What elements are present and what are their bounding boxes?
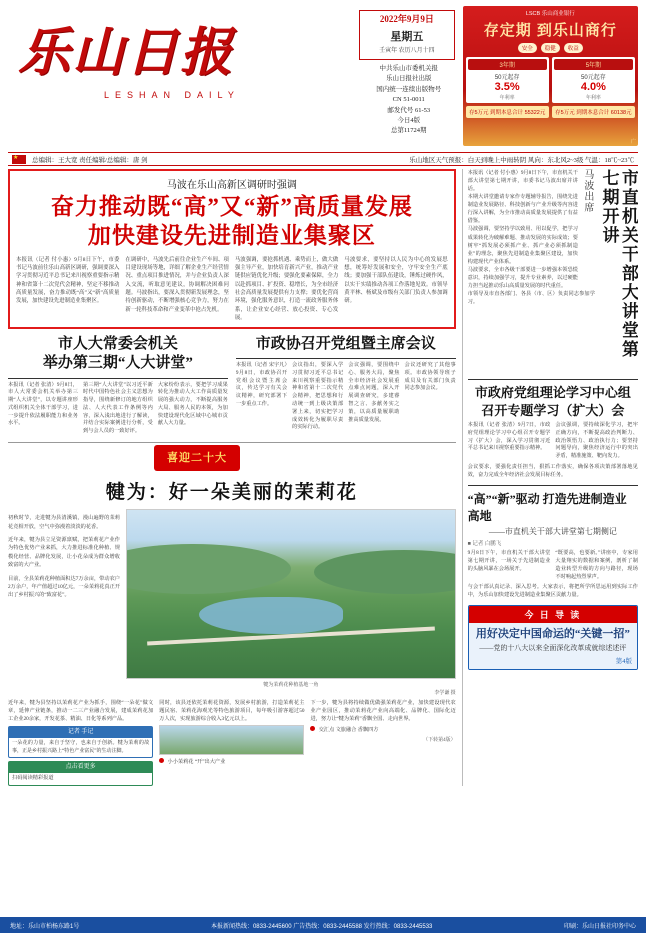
lead-body	[16, 256, 448, 323]
masthead	[0, 0, 646, 150]
right-article2-paragraph: 本报讯（记者 张清）9月7日，市政府党组理论学习中心组召开专题学习（扩大）会，深入学习贯彻习近平总书记来川视察重要指示精神。	[467, 422, 551, 452]
divider	[236, 358, 456, 359]
feature-bottom-col	[159, 700, 304, 786]
ad-rate-value: 3.5%	[494, 81, 520, 93]
article-title: 市政协召开党组暨主席会议	[255, 335, 436, 352]
feature-title: 犍为：好一朵美丽的茉莉花	[105, 482, 358, 504]
ad-footnote: 广	[630, 139, 636, 145]
feature-mini-photo	[159, 725, 304, 755]
publisher-line: 中共乐山市委机关报	[379, 65, 438, 72]
article-paragraph: 本报讯（记者 张清）9月8日，市人大常委会机关举办第三期“人大讲堂”，以专题讲座形式组织机关全体干部学习，进一步提升依法履职能力和业务水平。	[8, 381, 78, 427]
reporter-note-title: 记者 手记	[9, 727, 152, 738]
right-article2-title-line1: 市政府党组理论学习中心组	[468, 379, 638, 402]
feature-paragraph: 同时，该县还依托茉莉花资源，发展乡村旅游，打造茉莉花主题民宿、茉莉花海观光等特色旅游项目，每年吸引游客超过50万人次，实现旅游综合收入3亿元以上。	[159, 700, 305, 722]
ad-headline: 存定期 到乐山商行	[483, 22, 617, 39]
right-article3-byline: ■ 记者 白鹏飞	[467, 541, 502, 548]
editor-weather-bar	[8, 152, 638, 166]
photo-hill-right	[314, 550, 456, 594]
ad-term-label: 5年期	[554, 59, 633, 70]
ad-min-deposit: 50元起存	[494, 75, 520, 81]
right-column-block	[462, 169, 638, 786]
article-title-line2: 举办第三期“人大讲堂”	[42, 355, 193, 371]
article-paragraph: 会议还研究了其他事项。市政协领导班子成员及有关部门负责同志参加会议。	[404, 362, 456, 392]
right-vertical-headline: 市直机关干部大讲堂第七期开讲	[599, 169, 638, 359]
feature-badge: 喜迎二十大	[154, 445, 240, 471]
publisher-line: 总第11724期	[390, 127, 427, 135]
masthead-advert	[463, 6, 638, 150]
feature-paragraph: 下一步，犍为县将持续做优做强茉莉花产业，加快建设现代农业产业园区，推动茉莉花产业向高端化、品牌化、国际化迈进，努力让“犍为茉莉”香飘全国、走向世界。	[310, 700, 456, 722]
publisher-line: CN 51-0011	[392, 96, 425, 104]
editor-credits: 总编辑：王大宽 责任编辑/总编辑：唐 剑	[32, 156, 148, 164]
ad-brand: LSCB 乐山商业银行	[525, 11, 575, 17]
guide-page-ref: 第4版	[615, 657, 632, 665]
article-title-line1: 市人大常委会机关	[57, 335, 178, 352]
article-body	[8, 382, 228, 437]
weather-info: 乐山地区天气预报：白天到晚上中雨转阴 风向：东北风2~3级 气温：18℃~23℃	[409, 156, 634, 164]
reporter-note-text: 一朵花的力量，来自于坚守，也来自于创新。犍为茉莉的故事，正是乡村振兴路上“特色产业富民”的生动注脚。	[12, 741, 150, 754]
feature-tag	[310, 726, 455, 735]
page-body	[0, 169, 646, 786]
ad-rate-sub: 年利率	[585, 95, 601, 101]
ad-rate-col-3y	[466, 57, 549, 103]
right-article3-title: “高”“新”驱动 打造先进制造业高地	[468, 485, 638, 524]
todays-guide-box[interactable]	[468, 605, 638, 670]
right-article2-paragraph: 会议要求，要强化责任担当，狠抓工作落实，确保各项决策部署落地见效，奋力完成全年经济社会发展目标任务。	[467, 464, 638, 479]
lead-paragraph: 本报讯（记者 付小惠）9月8日下午，市委书记马波前往乐山高新区调研，强调要深入学习贯彻习近平总书记来川视察重要指示精神和省第十二次党代会精神，坚定不移推动高质量发展，奋力推动既“高”又“新”高质量发展，加快建设先进制造业集聚区。	[16, 256, 120, 305]
lead-headline-line1: 奋力推动既“高”又“新”高质量发展	[50, 194, 413, 219]
ad-note-right: 存5万元 到期本息合计 60138元	[552, 106, 635, 118]
scan-more-title: 点击看更多	[9, 762, 152, 773]
lead-paragraph: 马波强调，要抢抓机遇、乘势而上，做大做强主导产业，加快培育新兴产业，推动产业链供应链优化升级；要强化要素保障，全力以赴抓项目、扩投资、稳增长，为全市经济社会高质量发展提供有力支撑；要优化营商环境，强化服务意识，打造一流政务服务体系，让企业安心经营、放心投资、专心发展。	[234, 256, 339, 322]
ad-rate-value: 4.0%	[580, 81, 606, 93]
right-lead-paragraph: 本报讯（记者 付小惠）9月8日下午，市直机关干部大讲堂第七期开讲，市委书记马波出席并讲话。	[467, 170, 578, 193]
right-article-3	[468, 485, 638, 599]
feature-paragraph: 目前，全县茉莉花种植面积达7万余亩，带动农户2万余户，年产值超过10亿元，一朵茉莉花真正开出了乡村振兴的“致富花”。	[8, 575, 120, 599]
ad-note-left: 存5万元 到期本息合计 55322元	[466, 106, 549, 118]
date-gregorian: 2022年9月9日	[379, 14, 434, 24]
right-article2-paragraph: 会议强调，要持续深化学习，把牢正确方向，不断提高政治判断力、政治领悟力、政治执行力；要坚持问题导向，聚焦经济运行中的突出矛盾，精准施策、靶向发力。	[555, 422, 638, 460]
footer-printer: 印刷：乐山日报社印务中心	[563, 923, 636, 930]
lead-paragraph: 马波要求，要坚持以人民为中心的发展思想，统筹好发展和安全，守牢安全生产底线；要加强干部队伍建设，锤炼过硬作风，以实干实绩推动各项工作落地见效。市领导黄平林、杨斌及市级有关部门负责人参加调研。	[344, 256, 448, 305]
article-body	[236, 362, 456, 432]
scan-more-text: 扫码阅读精彩报道	[12, 775, 54, 782]
party-flag-icon	[12, 155, 26, 164]
guide-body	[469, 623, 637, 669]
photo-hill-left	[126, 544, 291, 594]
right-article3-subtitle: ——市直机关干部大讲堂第七期侧记	[488, 527, 617, 537]
feature-row	[8, 509, 456, 696]
right-article3-paragraph: “既要高，也要新。”讲座中，专家用大量翔实的数据和案例，剖析了制造业转型升级的方向与路径，现场不时响起热烈掌声。	[555, 550, 638, 580]
guide-subhead: ——党的十八大以来全面深化改革成就综述述评	[479, 643, 627, 652]
ad-tags	[466, 43, 635, 53]
feature-bottom-col	[8, 700, 153, 786]
right-vertical-subhead: 马波出席	[581, 169, 593, 213]
feature-photo-credit: 李学谦 摄	[434, 691, 456, 697]
ad-rate-sub: 年利率	[499, 95, 515, 101]
feature-paragraph: 初秋时节，走进犍为县清溪镇，漫山遍野的茉莉花竞相开放，空气中弥漫着淡淡的花香。	[8, 515, 120, 530]
ad-tag: 稳健	[541, 43, 560, 53]
publisher-line: 今日4版	[397, 116, 421, 124]
newspaper-title: 乐山日报	[18, 25, 235, 82]
article-npc-lecture	[8, 335, 228, 437]
lead-story-box	[8, 169, 456, 329]
right-body-paragraph: 市领导及市直各部门、各县（市、区）负责同志参加学习。	[467, 290, 595, 305]
divider	[8, 378, 228, 379]
feature-paragraph: 近年来，犍为县立足资源禀赋，把茉莉花产业作为特色优势产业来抓，大力推进标准化种植、规模化经营、品牌化发展，让小花朵成为群众增收致富的大产业。	[8, 537, 120, 569]
publisher-line: 乐山日报社出版	[385, 75, 432, 83]
feature-photo-wrap	[126, 509, 456, 696]
article-paragraph: 会议指出，要深入学习贯彻习近平总书记来川视察重要指示精神和省第十二次党代会精神，把思想和行动统一到上级决策部署上来，切实把学习成效转化为履职尽责的实际行动。	[292, 362, 344, 431]
feature-tag-label: 小小茉莉花 “开”出大产业	[167, 759, 226, 766]
continued-note: （下转第4版）	[423, 738, 456, 744]
article-cppcc-meeting	[236, 335, 456, 437]
right-article2-body	[468, 422, 638, 461]
feature-tag-label: 交汇点 文旅融合 香飘四方	[318, 727, 379, 734]
ad-tag: 安全	[518, 43, 537, 53]
publisher-line: 邮发代号 61-53	[387, 106, 431, 114]
article-paragraph: 会议强调，要围绕中心、服务大局，聚焦全市经济社会发展重点难点问题，深入开展调查研究，多建睿智之言、多献务实之策，以高质量履职助推高质量发展。	[348, 362, 400, 423]
right-article3-paragraph: 9月8日下午，市直机关干部大讲堂第七期开讲，一场关于先进制造业的头脑风暴在会场展开。	[467, 550, 551, 572]
right-article3-body	[468, 550, 638, 581]
feature-bottom-col	[310, 700, 455, 786]
right-body-paragraph: 马波要求，全市各级干部要进一步增强本领恐慌意识，持续加强学习，提升专业素养，以过硬能力担当起推动乐山高质量发展的时代重任。	[467, 266, 578, 289]
bank-advertisement[interactable]	[463, 6, 638, 146]
scan-more-box[interactable]	[8, 761, 153, 786]
secondary-articles	[8, 335, 456, 437]
right-lead-article	[468, 169, 638, 374]
article-paragraph: 本报讯（记者 宋宇凡）9月8日，市政协召开党组会议暨主席会议，传达学习有关会议精神，研究部署下一步重点工作。	[235, 362, 288, 407]
newspaper-subtitle: LESHAN DAILY	[104, 90, 240, 100]
publisher-line: 国内统一连续出版物号	[376, 85, 442, 93]
masthead-dateinfo	[359, 6, 459, 150]
date-lunar: 壬寅年 农历八月十四	[379, 48, 435, 54]
footer-address: 地址：乐山市柏杨东路1号	[10, 923, 80, 930]
feature-side-text	[8, 509, 120, 696]
feature-photo	[126, 509, 456, 679]
date-box	[359, 10, 455, 60]
bullet-icon	[310, 726, 315, 731]
lead-paragraph: 在调研中，马波先后前往企业生产车间、项目建设现场等地，详细了解企业生产经营情况、重点项目推进情况，并与企业负责人深入交流，听取意见建议，协调解决困难问题。马波指出，要深入贯彻新发展理念，坚持创新驱动，不断增强核心竞争力，努力在新一轮科技革命和产业变革中抢占先机。	[125, 256, 229, 313]
ad-bottom-notes	[466, 106, 635, 118]
lead-headline-line2: 加快建设先进制造业集聚区	[87, 222, 376, 248]
feature-paragraph: 近年来，犍为县坚持以茉莉花产业为抓手，围绕“一朵花”做文章，延伸产业链条，推动一二三产业融合发展，建成茉莉花加工企业20余家，开发花茶、精油、日化等系列产品。	[8, 700, 154, 722]
right-article3-paragraph: 与会干部认真记录、深入思考。大家表示，将把所学所思运用到实际工作中，为乐山加快建设先进制造业集聚区贡献力量。	[467, 584, 638, 599]
left-column-block	[8, 169, 456, 786]
article-paragraph: 大家纷纷表示，要把学习成果转化为推动人大工作高质量发展的强大动力，不断提高服务大局、服务人民的本领，为加快建设现代化区域中心城市贡献人大力量。	[157, 381, 228, 427]
guide-headline: 用好决定中国命运的“关键一招”	[475, 627, 630, 640]
right-article-2	[468, 379, 638, 479]
right-article2-title-line2: 召开专题学习（扩大）会	[481, 402, 625, 418]
feature-story	[8, 442, 456, 786]
ad-rate-columns	[466, 57, 635, 103]
publisher-info	[359, 64, 459, 137]
feature-tag	[159, 758, 304, 767]
photo-lake	[199, 597, 343, 634]
ad-rate-col-5y	[552, 57, 635, 103]
guide-title: 今 日 导 读	[469, 606, 637, 623]
feature-photo-caption: 犍为茉莉花种植基地一角	[263, 683, 319, 689]
feature-bottom	[8, 700, 456, 786]
bullet-icon	[159, 758, 164, 763]
ad-tag: 收益	[564, 43, 583, 53]
footer-hotlines: 本报新闻热线：0833-2445600 广告热线：0833-2445588 发行热线：0833-2445533	[210, 923, 433, 930]
right-body-paragraph: 本期大讲堂邀请专家作专题辅导报告，围绕先进制造业发展路径、科技创新与产业升级等内容进行深入讲解，为全市推动高质量发展提供了有益借鉴。	[467, 194, 578, 225]
date-weekday: 星期五	[390, 30, 424, 43]
article-paragraph: 第三期“人大讲堂”以习近平新时代中国特色社会主义思想为指导，围绕新修订的地方组织法、人大代表工作条例等内容，深入浅出地进行了解读，并结合实际案例进行分析，受到与会人员的一致好评。	[82, 381, 153, 435]
right-body-paragraph: 马波强调，要坚持学以致用、用以促学，把学习成果转化为破解难题、推动发展的实际成效；要树牢“抓发展必须抓产业、抓产业必须抓制造业”的理念，聚焦先进制造业集聚区建设，加快构建现代产业体系。	[467, 226, 578, 265]
ad-min-deposit: 50元起存	[581, 75, 606, 81]
ad-term-label: 3年期	[468, 59, 547, 70]
lead-kicker: 马波在乐山高新区调研时强调	[166, 180, 297, 191]
masthead-left	[8, 6, 359, 150]
reporter-note-box	[8, 726, 153, 758]
page-footer	[0, 917, 646, 933]
